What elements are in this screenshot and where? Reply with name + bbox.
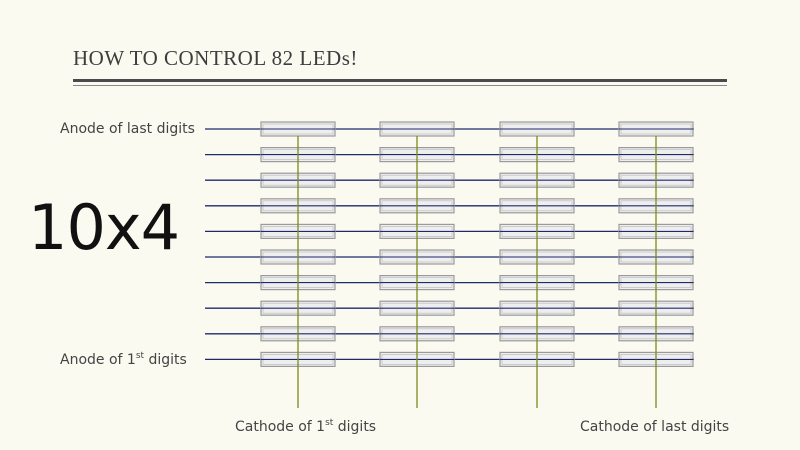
cathode-first-label: Cathode of 1st digits	[235, 418, 377, 435]
page-title: HOW TO CONTROL 82 LEDs!	[73, 46, 358, 70]
cathode-last-label: Cathode of last digits	[580, 419, 730, 435]
led-segments	[261, 122, 693, 366]
cathode-lines	[298, 136, 656, 408]
anode-last-label: Anode of last digits	[60, 121, 195, 137]
anode-first-label: Anode of 1st digits	[60, 351, 187, 368]
anode-lines	[205, 129, 694, 359]
matrix-size-label: 10x4	[28, 191, 180, 264]
